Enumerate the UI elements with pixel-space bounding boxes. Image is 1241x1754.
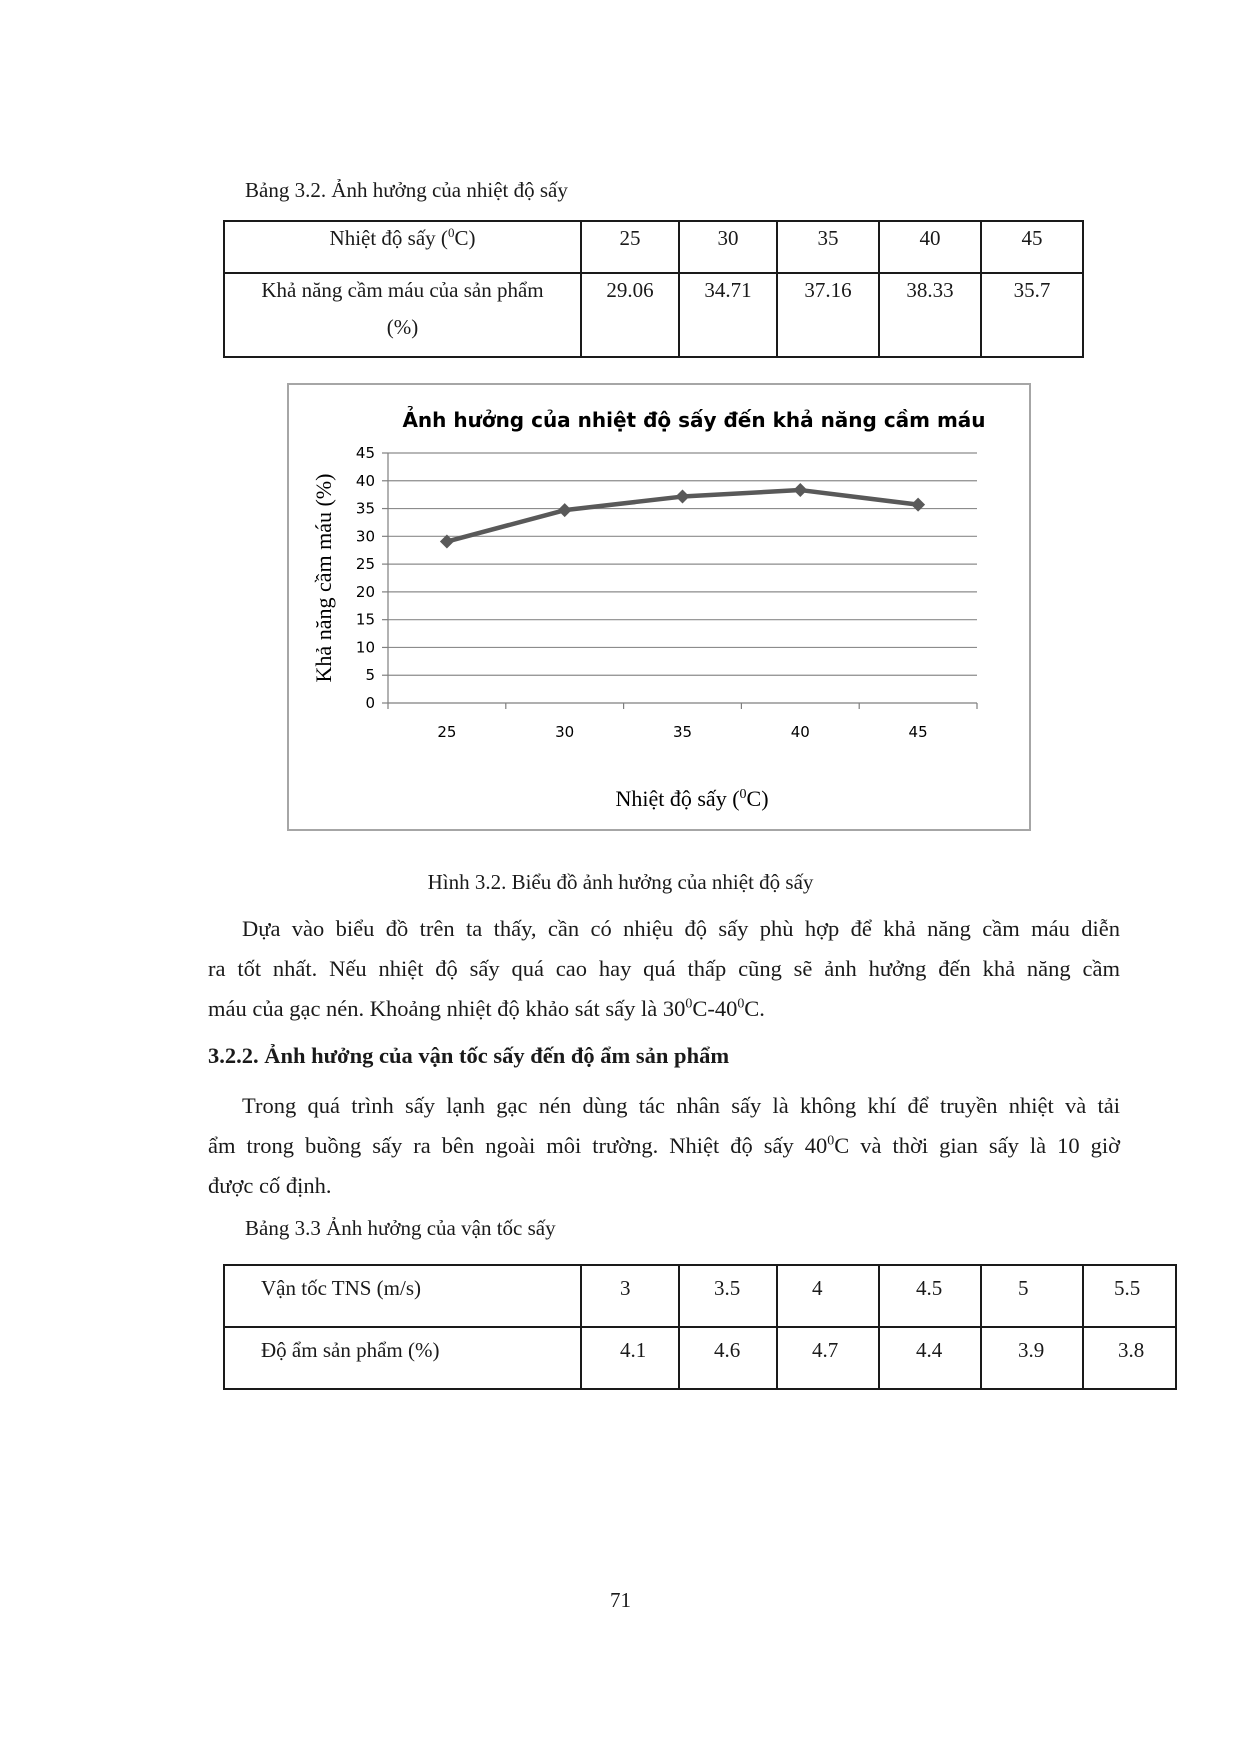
row-label-hemostasis: Khả năng cầm máu của sản phẩm (%) — [224, 273, 581, 357]
chart-y-tick-label: 10 — [355, 638, 375, 657]
chart-y-tick-label: 15 — [355, 610, 375, 629]
table-cell: 40 — [879, 221, 981, 273]
row-label-moisture: Độ ẩm sản phẩm (%) — [224, 1327, 581, 1389]
line-chart — [287, 383, 1031, 831]
chart-x-tick-label: 45 — [908, 723, 928, 741]
chart-canvas — [289, 385, 1033, 833]
paragraph-line: Trong quá trình sấy lạnh gạc nén dùng tác nhân sấy là không khí để truyền nhiệt và tải — [242, 1093, 1120, 1118]
table-cell: 35 — [777, 221, 879, 273]
chart-y-tick-label: 0 — [365, 694, 375, 712]
chart-y-tick-label: 20 — [355, 582, 375, 601]
table-cell: 4 — [777, 1265, 879, 1327]
table-row — [224, 273, 1083, 357]
table-row — [224, 221, 1083, 273]
chart-x-tick-label: 30 — [555, 723, 575, 741]
table-cell: 4.1 — [581, 1327, 679, 1389]
chart-y-axis-label: Khả năng cầm máu (%) — [311, 473, 336, 683]
table-cell: 4.6 — [679, 1327, 777, 1389]
paragraph-conclusion — [208, 909, 1120, 1029]
chart-y-tick-label: 30 — [355, 527, 375, 546]
table-cell: 35.7 — [981, 273, 1083, 357]
table-cell: 4.7 — [777, 1327, 879, 1389]
chart-y-tick-label: 5 — [365, 666, 375, 685]
table-cell: 3 — [581, 1265, 679, 1327]
table-cell: 38.33 — [879, 273, 981, 357]
paragraph-line: Dựa vào biểu đồ trên ta thấy, cần có nhiệu độ sấy phù hợp để khả năng cầm máu diễn — [242, 916, 1120, 941]
paragraph-line: ẩm trong buồng sấy ra bên ngoài môi trường. Nhiệt độ sấy $40^0C$ và thời gian sấy là 10 giờ — [208, 1133, 1121, 1158]
chart-y-tick-label: 40 — [355, 471, 375, 490]
table1-caption: Bảng 3.2. Ảnh hưởng của nhiệt độ sấy — [245, 178, 568, 202]
chart-data-point — [558, 503, 572, 517]
paragraph-line: ra tốt nhất. Nếu nhiệt độ sấy quá cao hay quá thấp cũng sẽ ảnh hưởng đến khả năng cầm — [208, 956, 1120, 981]
page-number: 71 — [610, 1588, 631, 1612]
table-cell: 45 — [981, 221, 1083, 273]
chart-y-tick-label: 45 — [355, 444, 375, 462]
paragraph-method — [208, 1086, 1120, 1206]
table-cell: 29.06 — [581, 273, 679, 357]
table-row — [224, 1327, 1176, 1389]
chart-x-tick-label: 25 — [437, 723, 457, 741]
table-velocity-effect — [223, 1264, 1177, 1390]
table-cell: 37.16 — [777, 273, 879, 357]
row-label-velocity: Vận tốc TNS (m/s) — [224, 1265, 581, 1327]
section-heading: 3.2.2. Ảnh hưởng của vận tốc sấy đến độ ẩm sản phẩm — [208, 1043, 730, 1068]
table2-caption: Bảng 3.3 Ảnh hưởng của vận tốc sấy — [245, 1216, 556, 1240]
paragraph-line: được cố định. — [208, 1173, 332, 1198]
chart-y-tick-label: 25 — [355, 555, 375, 574]
chart-x-tick-label: 40 — [790, 723, 810, 741]
table-row — [224, 1265, 1176, 1327]
table-cell: 34.71 — [679, 273, 777, 357]
table-cell: 3.9 — [981, 1327, 1083, 1389]
paragraph-line: máu của gạc nén. Khoảng nhiệt độ khảo sát sấy là $30^0C-40^0C$. — [208, 996, 765, 1021]
chart-title: Ảnh hưởng của nhiệt độ sấy đến khả năng cầm máu — [402, 408, 986, 432]
chart-data-point — [911, 498, 925, 512]
chart-x-tick-label: 35 — [672, 723, 693, 741]
table-cell: 3.8 — [1083, 1327, 1176, 1389]
chart-data-point — [793, 483, 807, 497]
figure-caption: Hình 3.2. Biểu đồ ảnh hưởng của nhiệt độ sấy — [427, 870, 814, 894]
row-label-temperature: Nhiệt độ sấy ($^0$C) — [224, 221, 581, 273]
chart-x-axis-label: Nhiệt độ sấy ($^0$C) — [615, 786, 769, 811]
table-cell: 4.4 — [879, 1327, 981, 1389]
table-cell: 3.5 — [679, 1265, 777, 1327]
table-cell: 30 — [679, 221, 777, 273]
table-cell: 25 — [581, 221, 679, 273]
chart-data-point — [676, 490, 690, 504]
chart-y-tick-label: 35 — [355, 499, 375, 518]
table-temperature-effect — [223, 220, 1084, 358]
table-cell: 5.5 — [1083, 1265, 1176, 1327]
table-cell: 4.5 — [879, 1265, 981, 1327]
table-cell: 5 — [981, 1265, 1083, 1327]
